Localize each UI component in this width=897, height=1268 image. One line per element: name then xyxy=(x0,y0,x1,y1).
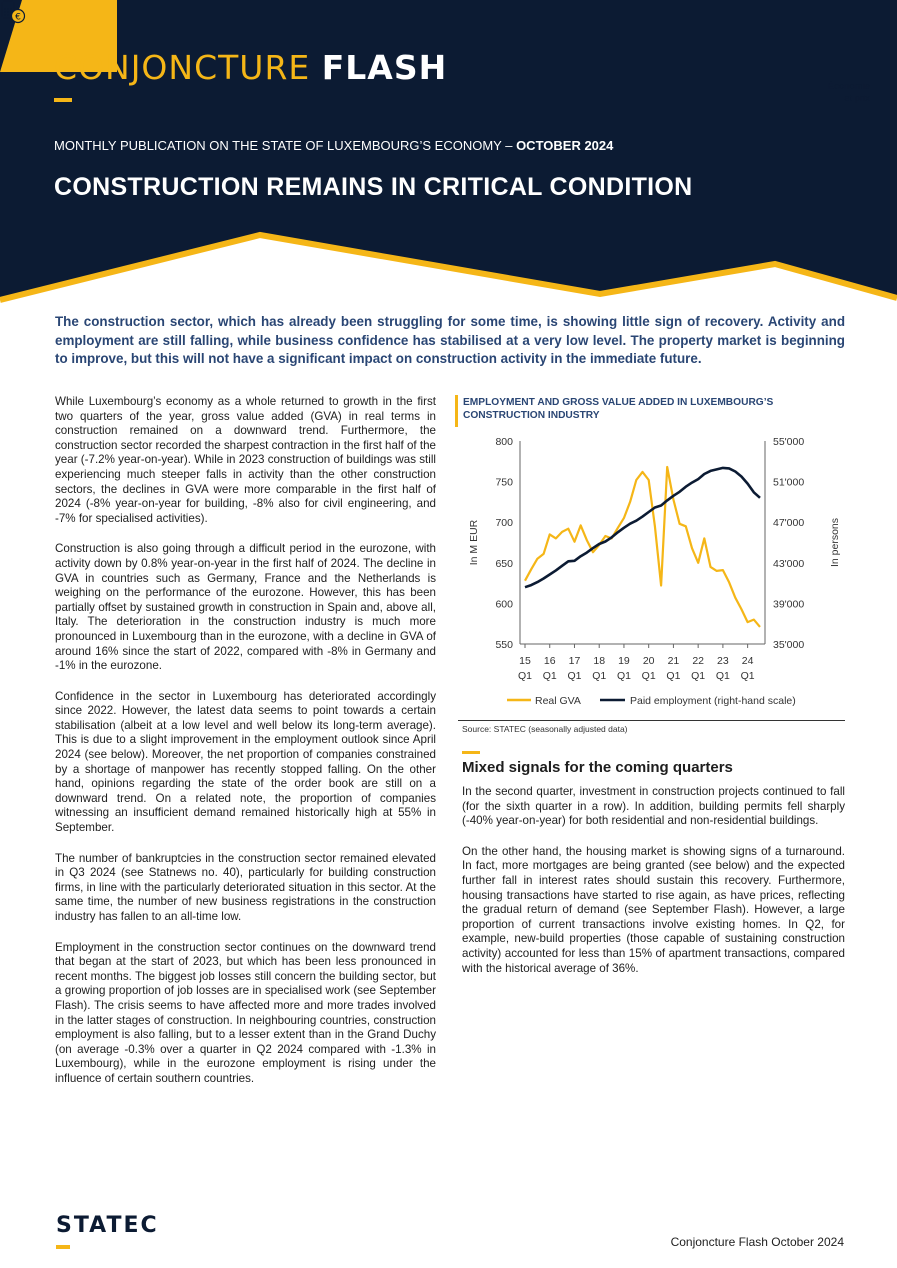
y-tick-label: 700 xyxy=(495,517,513,530)
x-tick-label-year: 22 xyxy=(692,655,705,667)
chart-title: EMPLOYMENT AND GROSS VALUE ADDED IN LUXEMBOURG’S CONSTRUCTION INDUSTRY xyxy=(463,397,774,421)
logo-underline xyxy=(56,1245,70,1249)
y2-tick-label: 35'000 xyxy=(773,639,805,651)
x-tick-label-quarter: Q1 xyxy=(691,670,706,682)
x-tick-label-quarter: Q1 xyxy=(666,670,681,682)
y2-axis-title: In persons xyxy=(829,517,841,568)
chart-title-accent xyxy=(455,395,458,427)
body-paragraph: The number of bankruptcies in the construction sector remained elevated in Q3 2024 (see Statnews no. 40), particularly for building construction firms, in line with the particularly deteriorated situation in this sector. At the same time, the number of new business registrations in the construction industry has fallen to an all-time low. xyxy=(55,851,436,923)
section-title-accent xyxy=(462,751,480,754)
x-tick-label-quarter: Q1 xyxy=(517,670,533,682)
body-paragraph: Confidence in the sector in Luxembourg has deteriorated accordingly since 2022. However, the latest data seems to point towards a certain stabilisation (albeit at a low level and well below its long-term average). This is due to a slight improvement in the employment outlook since April 2024 (see below). Moreover, the net proportion of companies constrained by a shortage of manpower has recently stopped falling. On the other hand, opinions regarding the state of the order book are still on a downward trend. On a related note, the proportion of companies witnessing an insufficient demand remained historically high at 55% in September. xyxy=(55,689,436,835)
brand-part2: FLASH xyxy=(321,48,448,87)
body-paragraph: In the second quarter, investment in construction projects continued to fall (for the sixth quarter in a row). In addition, building permits fell sharply (-40% year-on-year) for both residential and non-residential buildings. xyxy=(462,785,845,828)
theme-label-line1: Économie xyxy=(827,81,870,92)
x-tick-label-quarter: Q1 xyxy=(715,670,730,682)
x-tick-label-quarter: Q1 xyxy=(592,670,607,682)
brand-title xyxy=(54,50,447,86)
header-background xyxy=(0,0,897,310)
left-column xyxy=(55,395,436,1103)
chart-svg xyxy=(455,428,845,720)
x-tick-label-year: 24 xyxy=(741,655,754,667)
footer-text: Conjoncture Flash October 2024 xyxy=(670,1235,844,1249)
theme-label-line2: et prix xyxy=(844,93,870,104)
section-title: Mixed signals for the coming quarters xyxy=(462,759,733,776)
right-column xyxy=(462,785,845,992)
theme-label xyxy=(808,81,870,105)
brand-part1: CONJONCTURE xyxy=(54,48,311,87)
x-tick-label-quarter: Q1 xyxy=(740,670,755,682)
series-line-paid-employment xyxy=(525,468,760,587)
y-tick-label: 550 xyxy=(495,639,513,651)
svg-text:€: € xyxy=(15,12,21,23)
intro-paragraph: The construction sector, which has already been struggling for some time, is showing little sign of recovery. Activity and employment are still falling, while business confidence has stabilised at a very low level. The property market is beginning to improve, but this will not have a significant impact on construction activity in the immediate future. xyxy=(55,314,845,366)
body-paragraph: While Luxembourg’s economy as a whole returned to growth in the first two quarters of the year, gross value added (GVA) in real terms in construction remained on a downward trend. Furthermore, the construction sector recorded the sharpest contraction in the first half of the year (-7.2% year-on-year). While in 2023 construction of buildings was still experiencing much steeper falls in activity than the other construction sectors, the declines in GVA were more comparable in the first half of 2024 (-8% year-on-year for building, -8% also for civil engineering, and -7% for specialised activities). xyxy=(55,395,436,525)
x-tick-label-year: 18 xyxy=(593,655,606,667)
x-tick-label-year: 15 xyxy=(519,655,531,667)
y-tick-label: 600 xyxy=(495,598,513,611)
y2-tick-label: 39'000 xyxy=(773,598,805,611)
chart-source: Source: STATEC (seasonally adjusted data) xyxy=(462,724,628,734)
chart-bottom-rule xyxy=(458,720,845,721)
y-tick-label: 750 xyxy=(495,476,513,489)
body-paragraph: Employment in the construction sector continues on the downward trend that began at the start of 2023, but which has been less pronounced in recent months. The biggest job losses still concern the building sector, but a growing proportion of job losses are in specialised work (see September Flash). The crisis seems to have affected more and more trades involved in the latter stages of construction. In neighbouring countries, construction employment is also falling, but to a lesser extent than in the Grand Duchy (on average -0.3% over a quarter in Q2 2024 compared with -1.3% in Luxembourg), while in the eurozone employment is rising under the influence of certain southern countries. xyxy=(55,940,436,1085)
calculator-euro-icon xyxy=(0,0,28,26)
publication-line xyxy=(54,138,613,153)
y-tick-label: 800 xyxy=(495,436,513,448)
x-tick-label-year: 23 xyxy=(717,655,729,667)
publication-date: OCTOBER 2024 xyxy=(516,138,614,153)
x-tick-label-year: 21 xyxy=(667,655,680,667)
y-tick-label: 650 xyxy=(495,557,513,570)
x-tick-label-year: 19 xyxy=(618,655,630,667)
y2-tick-label: 47'000 xyxy=(773,517,805,530)
x-tick-label-quarter: Q1 xyxy=(641,670,656,682)
header-banner xyxy=(0,0,897,310)
page-title: CONSTRUCTION REMAINS IN CRITICAL CONDITION xyxy=(54,173,693,201)
y2-tick-label: 43'000 xyxy=(773,557,805,570)
x-tick-label-year: 20 xyxy=(642,655,655,667)
series-line-real-gva xyxy=(525,467,760,627)
statec-logo: STATEC xyxy=(56,1213,159,1238)
legend-label-real-gva: Real GVA xyxy=(535,695,581,707)
body-paragraph: On the other hand, the housing market is showing signs of a turnaround. In fact, more mortgages are being granted (see below) and the expected further fall in interest rates should sustain this recovery. Furthermore, housing transactions have started to rise again, as have prices, reflecting the gradual return of demand (see September Flash). However, a large proportion of current transactions involve existing homes. In Q2, for example, new-build properties (those capable of sustaining construction activity) accounted for less than 15% of apartment transactions, compared with the historical average of 36%. xyxy=(462,844,845,975)
body-paragraph: Construction is also going through a difficult period in the eurozone, with activity down by 0.8% year-on-year in the first half of 2024. The decline in GVA in countries such as Germany, France and the Netherlands is weighing on the performance of the eurozone. However, this has been partially offset by sustained growth in construction in Spain and, above all, Italy. The deterioration in the construction industry is much more pronounced in Luxembourg than in the eurozone, with a decline in GVA of around 16% since the start of 2022, compared with -8% in Germany and -1% in the eurozone. xyxy=(55,542,436,673)
x-tick-label-quarter: Q1 xyxy=(542,670,557,682)
y-axis-title: In M EUR xyxy=(468,519,480,566)
y2-tick-label: 55'000 xyxy=(773,436,805,448)
x-tick-label-year: 16 xyxy=(543,655,556,667)
legend-label-paid-employment: Paid employment (right-hand scale) xyxy=(630,695,796,707)
x-tick-label-year: 17 xyxy=(568,655,581,667)
brand-underline xyxy=(54,98,72,102)
y2-tick-label: 51'000 xyxy=(773,476,805,489)
x-tick-label-quarter: Q1 xyxy=(616,670,631,682)
x-tick-label-quarter: Q1 xyxy=(567,670,582,682)
publication-prefix: MONTHLY PUBLICATION ON THE STATE OF LUXEMBOURG’S ECONOMY – xyxy=(54,138,517,153)
